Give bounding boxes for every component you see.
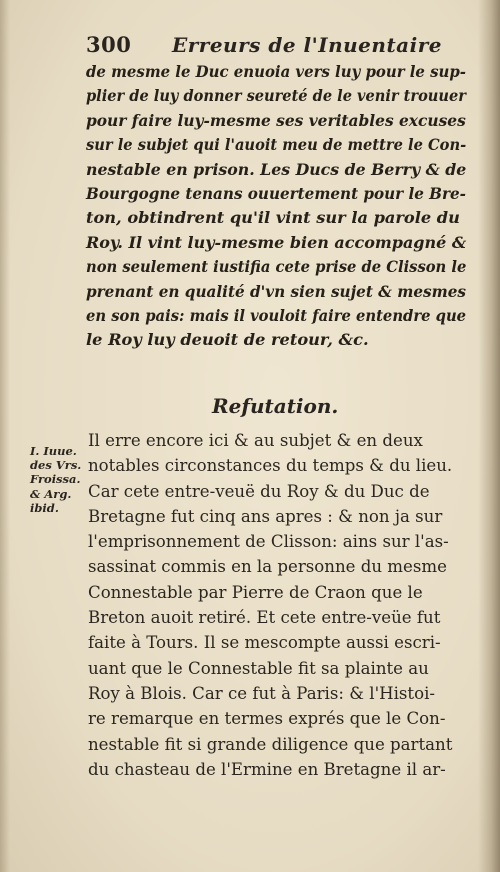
refutation-text (88, 428, 466, 782)
body-line: uant que le Connestable fit sa plainte au (88, 658, 429, 678)
body-line: Connestable par Pierre de Craon que le (88, 582, 423, 602)
body-line: Breton auoit retiré. Et cete entre-veüe fut (88, 608, 441, 628)
passage-line: ton, obtindrent qu'il vint sur la parole du (86, 208, 460, 228)
body-line: nestable fit si grande diligence que partant (88, 734, 453, 754)
margin-note-line: I. Iuue. (30, 444, 77, 458)
passage-line: en son pais: mais il vouloit faire entendre que (86, 305, 467, 325)
passage-line: le Roy luy deuoit de retour, &c. (86, 330, 369, 350)
body-line: du chasteau de l'Ermine en Bretagne il ar- (88, 759, 446, 779)
body-line: Car cete entre-veuë du Roy & du Duc de (88, 481, 430, 501)
margin-note-line: ibid. (30, 500, 59, 515)
passage-line: nestable en prison. Les Ducs de Berry & de (86, 159, 467, 179)
passage-line: non seulement iustifia cete prise de Clisson le (86, 257, 467, 277)
body-line: faite à Tours. Il se mescompte aussi escri- (88, 633, 441, 653)
margin-note-line: des Vrs. (30, 458, 82, 473)
margin-note-line: Froissa. (30, 472, 81, 487)
page-edge-shadow (478, 0, 500, 872)
body-line: Bretagne fut cinq ans apres : & non ja sur (88, 506, 443, 526)
passage-line: plier de luy donner seureté de le venir trouuer (86, 86, 466, 106)
margin-note-line: & Arg. (30, 486, 72, 501)
passage-line: Bourgogne tenans ouuertement pour le Bre- (86, 183, 466, 203)
page-number: 300 (86, 32, 132, 57)
body-line: sassinat commis en la personne du mesme (88, 557, 447, 577)
passage-line: pour faire luy-mesme ses veritables excuses (86, 110, 466, 130)
section-heading: Refutation. (212, 394, 339, 418)
body-line: Il erre encore ici & au subjet & en deux (88, 431, 423, 450)
body-line: Roy à Blois. Car ce fut à Paris: & l'Histoi- (88, 683, 436, 703)
body-line: notables circonstances du temps & du lieu. (88, 456, 453, 476)
running-head: Erreurs de l'Inuentaire (172, 33, 442, 57)
passage-line: sur le subjet qui l'auoit meu de mettre le Con- (86, 135, 467, 155)
quoted-passage (86, 60, 466, 353)
passage-line: prenant en qualité d'vn sien sujet & mesmes (86, 281, 466, 301)
body-line: l'emprisonnement de Clisson: ains sur l'as- (88, 532, 449, 552)
margin-notes (30, 444, 90, 515)
passage-line: de mesme le Duc enuoia vers luy pour le sup- (86, 62, 467, 81)
page-gutter-shadow (0, 0, 10, 872)
body-line: re remarque en termes exprés que le Con- (88, 709, 446, 729)
passage-line: Roy. Il vint luy-mesme bien accompagné & (86, 232, 467, 252)
